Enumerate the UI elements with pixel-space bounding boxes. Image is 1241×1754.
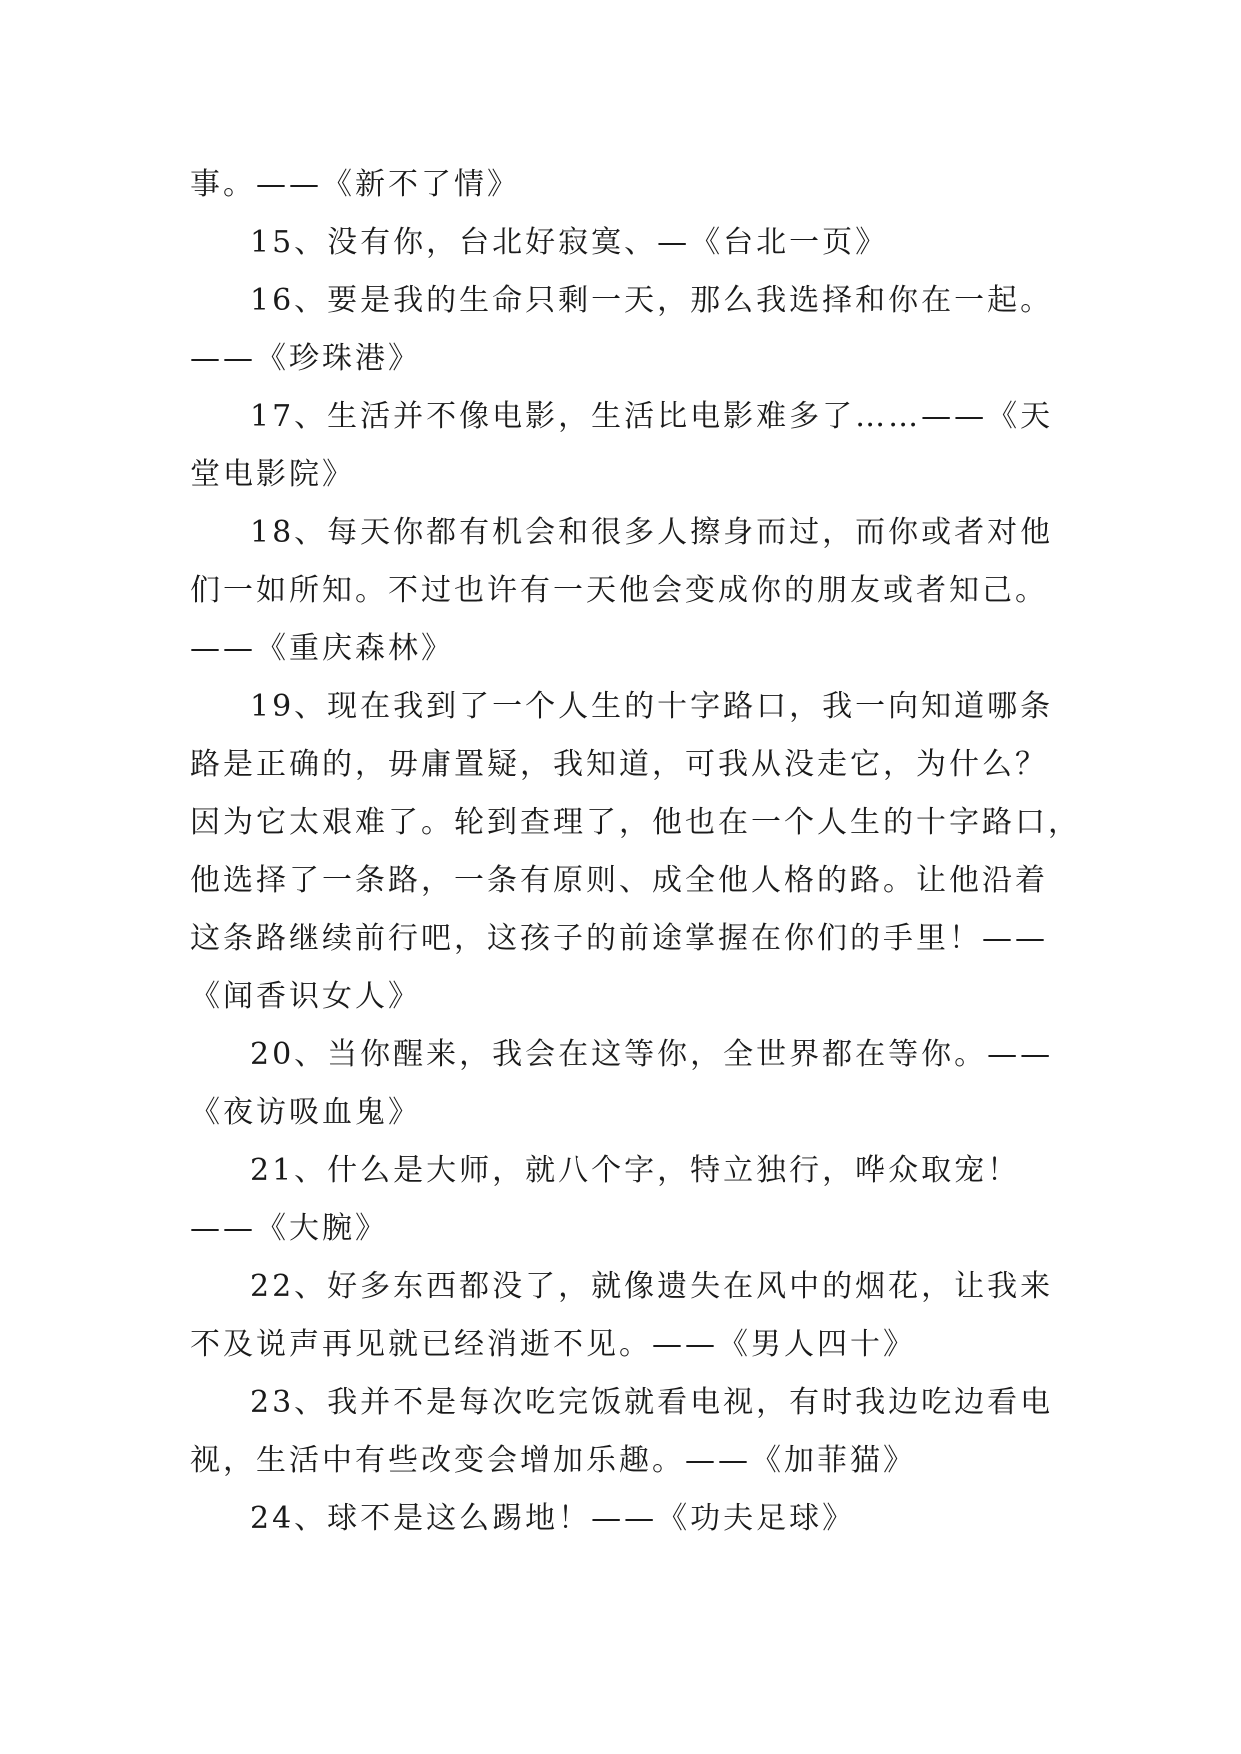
text-line: 18、每天你都有机会和很多人擦身而过，而你或者对他 (250, 515, 1054, 550)
text-line: 因为它太艰难了。轮到查理了，他也在一个人生的十字路口， (190, 805, 1081, 840)
text-line: 23、我并不是每次吃完饭就看电视，有时我边吃边看电 (250, 1385, 1054, 1420)
text-line: 《夜访吸血鬼》 (190, 1095, 421, 1130)
text-line: 21、什么是大师，就八个字，特立独行，哗众取宠！ (250, 1153, 1021, 1188)
text-line: 22、好多东西都没了，就像遗失在风中的烟花，让我来 (250, 1269, 1054, 1304)
text-line: 堂电影院》 (190, 457, 355, 492)
text-line: 不及说声再见就已经消逝不见。——《男人四十》 (190, 1327, 916, 1362)
text-line: 16、要是我的生命只剩一天，那么我选择和你在一起。 (250, 283, 1054, 318)
text-line: 视，生活中有些改变会增加乐趣。——《加菲猫》 (190, 1443, 916, 1478)
text-line: 19、现在我到了一个人生的十字路口，我一向知道哪条 (250, 689, 1054, 724)
text-line: ——《重庆森林》 (190, 631, 454, 666)
text-line: 20、当你醒来，我会在这等你，全世界都在等你。—— (250, 1037, 1054, 1072)
text-line: 路是正确的，毋庸置疑，我知道，可我从没走它，为什么？ (190, 747, 1048, 782)
text-line: 24、球不是这么踢地！——《功夫足球》 (250, 1501, 856, 1536)
text-line: 们一如所知。不过也许有一天他会变成你的朋友或者知己。 (190, 573, 1048, 608)
text-line: 17、生活并不像电影，生活比电影难多了……——《天 (250, 399, 1054, 434)
text-line: 《闻香识女人》 (190, 979, 421, 1014)
text-line: 这条路继续前行吧，这孩子的前途掌握在你们的手里！—— (190, 921, 1048, 956)
text-line: 事。——《新不了情》 (190, 167, 520, 202)
text-line: ——《大腕》 (190, 1211, 388, 1246)
text-line: 15、没有你，台北好寂寞、—《台北一页》 (250, 225, 889, 260)
text-line: 他选择了一条路，一条有原则、成全他人格的路。让他沿着 (190, 863, 1048, 898)
text-line: ——《珍珠港》 (190, 341, 421, 376)
